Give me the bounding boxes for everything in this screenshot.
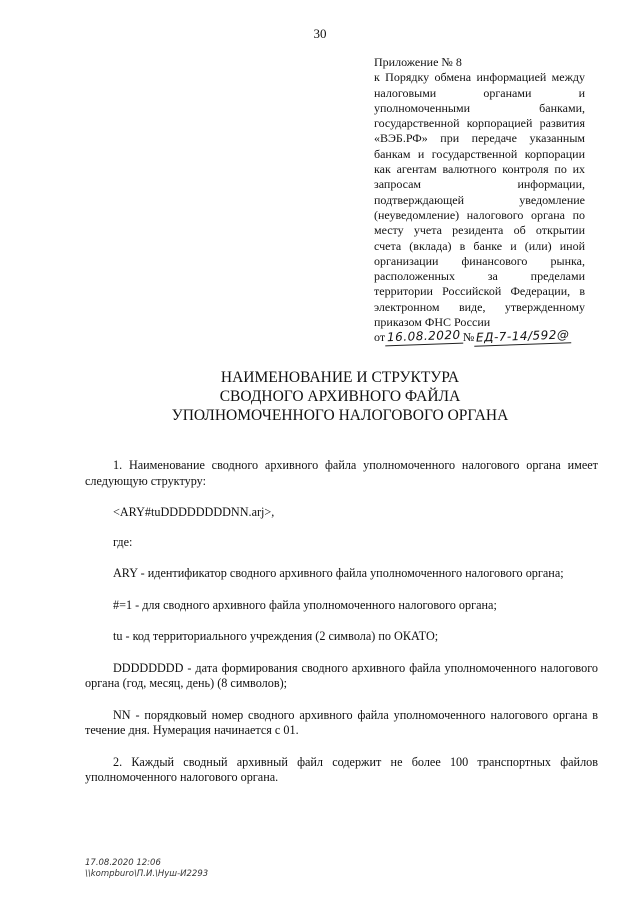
paragraph-1: 1. Наименование сводного архивного файла уполномоченного налогового органа имеет следующую структуру: — [85, 458, 598, 488]
where-label: где: — [113, 534, 133, 549]
appendix-line: подтверждающей уведомление — [374, 192, 585, 207]
title-line-2: СВОДНОГО АРХИВНОГО ФАЙЛА — [219, 388, 461, 405]
document-title — [0, 368, 640, 425]
title-line-3: УПОЛНОМОЧЕННОГО НАЛОГОВОГО ОРГАНА — [171, 407, 509, 424]
appendix-line: государственной корпорацией развития — [374, 116, 585, 131]
title-line-1: НАИМЕНОВАНИЕ И СТРУКТУРА — [220, 369, 460, 386]
order-prefix: от — [374, 330, 386, 345]
paragraph-2: 2. Каждый сводный архивный файл содержит не более 100 транспортных файлов уполномоченного налогового органа. — [85, 754, 598, 784]
order-reference — [374, 329, 585, 345]
appendix-line: счета (вклада) в банке и (или) иной — [374, 238, 585, 253]
appendix-line: территории Российской Федерации, в — [374, 284, 585, 299]
definition-tu: tu - код территориального учреждения (2 символа) по ОКАТО; — [113, 629, 439, 643]
appendix-line: запросам информации, — [374, 177, 585, 192]
file-name-template: <ARY#tuDDDDDDDDNN.arj>, — [113, 505, 275, 519]
appendix-line: приказом ФНС России — [374, 315, 491, 330]
appendix-line: к Порядку обмена информацией между — [374, 70, 585, 85]
appendix-block — [374, 55, 585, 346]
appendix-line: налоговыми органами и — [374, 85, 585, 100]
definition-nn: NN - порядковый номер сводного архивного файла уполномоченного налогового органа в течение дня. Нумерация начинается с 01. — [85, 707, 598, 737]
appendix-line: организации финансового рынка, — [374, 253, 585, 268]
footer-timestamp: 17.08.2020 12:06 — [85, 858, 161, 868]
footer-stamp — [85, 858, 208, 880]
footer-path: \\kompburo\П.И.\Нуш-И2293 — [85, 869, 209, 879]
definition-hash: #=1 - для сводного архивного файла уполномоченного налогового органа; — [113, 597, 497, 612]
appendix-line: уполномоченными банками, — [374, 100, 585, 115]
order-number-prefix: № — [462, 330, 475, 345]
order-number-handwritten: ЕД-7-14/592@ — [474, 328, 572, 348]
appendix-line: как агентам валютного контроля по их — [374, 162, 585, 177]
definition-ary: ARY - идентификатор сводного архивного файла уполномоченного налогового органа; — [113, 566, 564, 580]
appendix-line: месту учета резидента об открытии — [374, 223, 585, 238]
order-date-handwritten: 16.08.2020 — [385, 328, 463, 347]
definition-date: DDDDDDDD - дата формирования сводного архивного файла уполномоченного налогового органа (год, месяц, день) (8 символов); — [85, 660, 598, 690]
appendix-text — [374, 70, 585, 330]
appendix-line: расположенных за пределами — [374, 269, 585, 284]
document-body — [85, 458, 598, 800]
appendix-line: банкам и государственной корпорации — [374, 146, 585, 161]
page-number: 30 — [313, 26, 327, 41]
appendix-line: (неуведомление) налогового органа по — [374, 207, 585, 222]
appendix-heading: Приложение № 8 — [374, 55, 462, 69]
appendix-line: «ВЭБ.РФ» при передаче указанным — [374, 131, 585, 146]
appendix-line: электронном виде, утвержденному — [374, 299, 585, 314]
